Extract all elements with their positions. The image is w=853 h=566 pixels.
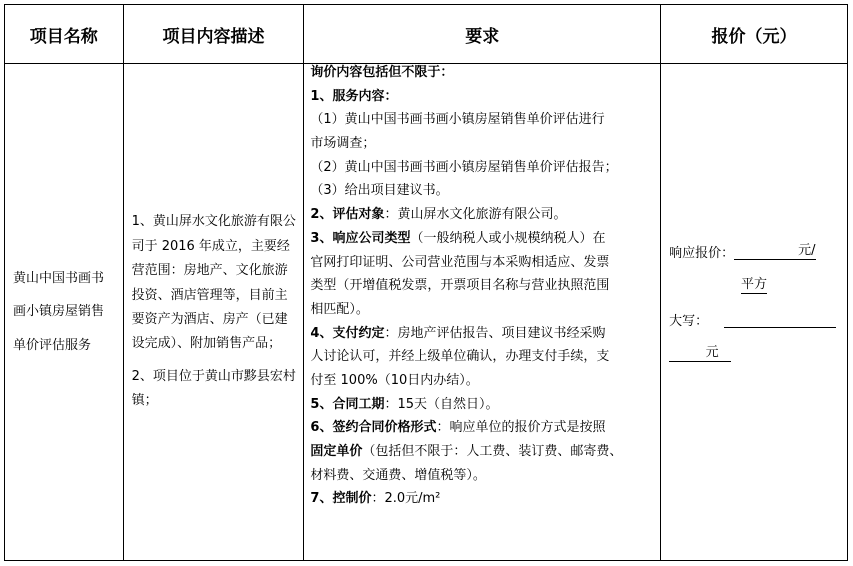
price-form-value-1: ：响应单位的报价方式是按照 (436, 420, 606, 436)
payment-line-1 (310, 327, 656, 340)
service-item-1a: （1）黄山中国书画书画小镇房屋销售单价评估进行 (310, 112, 605, 128)
contract-period (310, 398, 656, 411)
price-form-line-1 (310, 421, 656, 434)
capital-amount-blank[interactable] (724, 312, 836, 328)
company-type-line-4: 相匹配）。 (310, 301, 369, 317)
service-item-3: （3）给出项目建议书。 (310, 183, 449, 199)
response-price-blank[interactable] (734, 244, 798, 260)
contract-period-label: 5、合同工期 (310, 396, 385, 412)
header-project-name: 项目名称 (5, 5, 124, 64)
response-price-unit-2: 平方 (741, 277, 768, 292)
price-form-line-2 (310, 445, 656, 458)
company-type-value-1: （一般纳税人或小规模纳税人）在 (410, 230, 606, 246)
requirements-cell (304, 64, 661, 561)
control-price (310, 492, 656, 505)
price-form-line-3: 材料费、交通费、增值税等）。 (310, 467, 486, 483)
project-row (5, 64, 848, 561)
payment-label: 4、支付约定 (310, 325, 385, 341)
control-price-label: 7、控制价 (310, 491, 372, 507)
price-form-value-2: （包括但不限于：人工费、装订费、邮寄费、 (362, 444, 623, 459)
header-row (5, 5, 848, 64)
payment-line-3: 付至 100%（10日内办结）。 (310, 372, 479, 388)
capital-amount-unit (669, 346, 731, 362)
capital-amount-label: 大写： (669, 314, 709, 329)
control-price-value: ：2.0元/m² (371, 491, 441, 507)
capital-unit-row (669, 346, 839, 362)
description-paragraph-1: 1、黄山屏水文化旅游有限公司于 2016 年成立，主要经营范围：房地产、文化旅游投资、酒店管理等，目前主要资产为酒店、房产（已建设完成）、附加销售产品； (131, 214, 296, 352)
header-requirements: 要求 (304, 5, 661, 64)
response-price-unit: 元/ (798, 243, 816, 258)
header-price: 报价（元） (661, 5, 848, 64)
payment-value-1: ：房地产评估报告、项目建议书经采购 (384, 325, 606, 341)
company-type-line-1 (310, 232, 656, 245)
fixed-unit-price-label: 固定单价 (310, 444, 363, 459)
service-title: 1、服务内容： (310, 88, 398, 104)
requirements-intro: 询价内容包括但不限于： (310, 65, 454, 80)
project-name-cell (5, 64, 124, 561)
evaluation-target-value: ：黄山屏水文化旅游有限公司。 (384, 207, 567, 223)
response-price-row (669, 244, 839, 260)
service-item-1b: 市场调查； (310, 136, 376, 152)
quotation-table (4, 4, 848, 561)
response-price-label: 响应报价： (669, 246, 735, 261)
project-name: 黄山中国书画书画小镇房屋销售单价评估服务 (13, 271, 105, 353)
capital-amount-unit-text: 元 (705, 345, 719, 360)
evaluation-target (310, 208, 656, 221)
payment-line-2: 人讨论认可，并经上级单位确认，办理支付手续，支 (310, 349, 610, 365)
contract-period-value: ：15天（自然日）。 (384, 396, 499, 412)
company-type-line-3: 类型（开增值税发票，开票项目名称与营业执照范围 (310, 278, 610, 294)
price-form-label: 6、签约合同价格形式 (310, 420, 437, 436)
description-paragraph-2: 2、项目位于黄山市黟县宏村镇； (131, 368, 296, 409)
service-item-2: （2）黄山中国书画书画小镇房屋销售单价评估报告； (310, 159, 618, 175)
response-price-unit-row (669, 278, 839, 294)
header-project-description: 项目内容描述 (123, 5, 304, 64)
company-type-label: 3、响应公司类型 (310, 230, 411, 246)
company-type-line-2: 官网打印证明、公司营业范围与本采购相适应、发票 (310, 254, 610, 270)
evaluation-target-label: 2、评估对象 (310, 207, 385, 223)
capital-amount-row (669, 312, 839, 328)
price-cell (661, 64, 848, 561)
project-description-cell (123, 64, 304, 561)
